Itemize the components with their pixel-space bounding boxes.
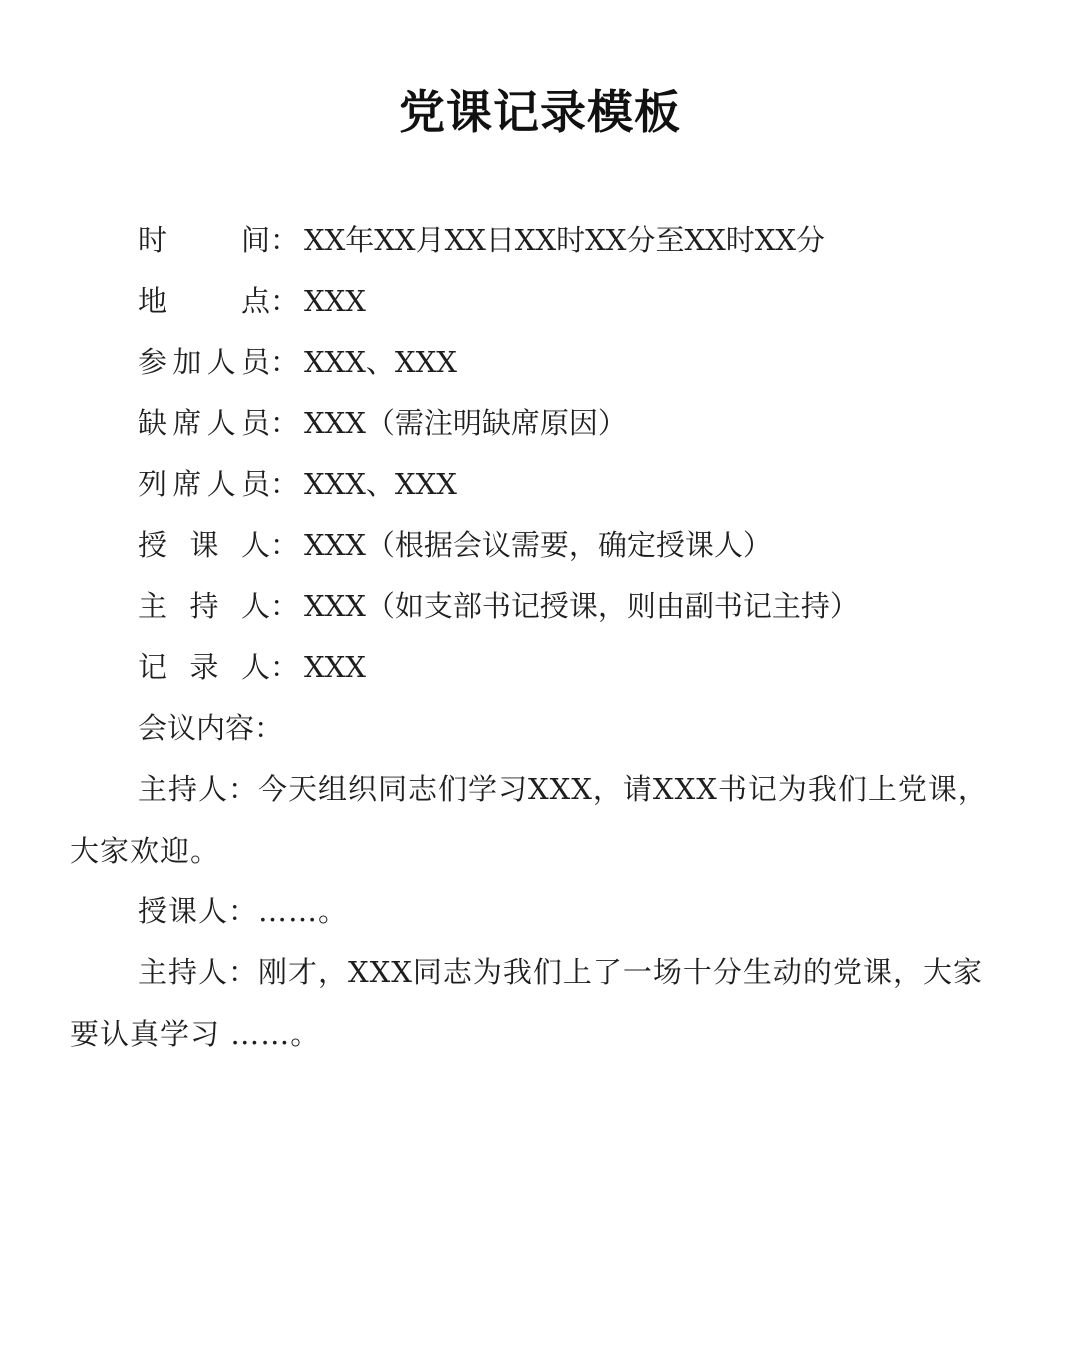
field-label: 缺席人员 — [138, 406, 270, 440]
field-location — [138, 279, 366, 323]
field-value: XXX — [304, 650, 366, 684]
field-value: XXX — [304, 284, 366, 318]
field-colon: ： — [270, 223, 300, 257]
field-value: XXX、XXX — [304, 467, 457, 501]
paragraph-host-closing: 主持人：刚才，XXX同志为我们上了一场十分生动的党课，大家要认真学习 ……。 — [70, 955, 983, 1051]
field-colon: ： — [270, 650, 300, 684]
paragraph-host-opening: 主持人：今天组织同志们学习XXX，请XXX书记为我们上党课，大家欢迎。 — [70, 772, 988, 868]
paragraph-lecturer: 授课人：……。 — [138, 894, 349, 928]
field-value: XXX（需注明缺席原因） — [304, 406, 627, 440]
field-label: 记录人 — [138, 650, 270, 684]
field-label: 时间 — [138, 223, 270, 257]
content-heading: 会议内容： — [138, 711, 284, 745]
field-colon: ： — [270, 589, 300, 623]
field-colon: ： — [270, 467, 300, 501]
field-time — [138, 218, 825, 262]
field-label: 主持人 — [138, 589, 270, 623]
field-label: 参加人员 — [138, 345, 270, 379]
field-label: 列席人员 — [138, 467, 270, 501]
field-value: XX年XX月XX日XX时XX分至XX时XX分 — [304, 223, 826, 257]
field-colon: ： — [270, 284, 300, 318]
field-host — [138, 584, 859, 628]
field-colon: ： — [270, 345, 300, 379]
field-attendees — [138, 340, 457, 384]
field-label: 授课人 — [138, 528, 270, 562]
field-observers — [138, 462, 457, 506]
field-label: 地点 — [138, 284, 270, 318]
field-value: XXX（如支部书记授课，则由副书记主持） — [304, 589, 859, 623]
field-value: XXX、XXX — [304, 345, 457, 379]
field-recorder — [138, 645, 366, 689]
field-colon: ： — [270, 528, 300, 562]
document-title: 党课记录模板 — [399, 85, 681, 139]
field-colon: ： — [270, 406, 300, 440]
field-absentees — [138, 401, 627, 445]
field-lecturer — [138, 523, 772, 567]
field-value: XXX（根据会议需要，确定授课人） — [304, 528, 772, 562]
